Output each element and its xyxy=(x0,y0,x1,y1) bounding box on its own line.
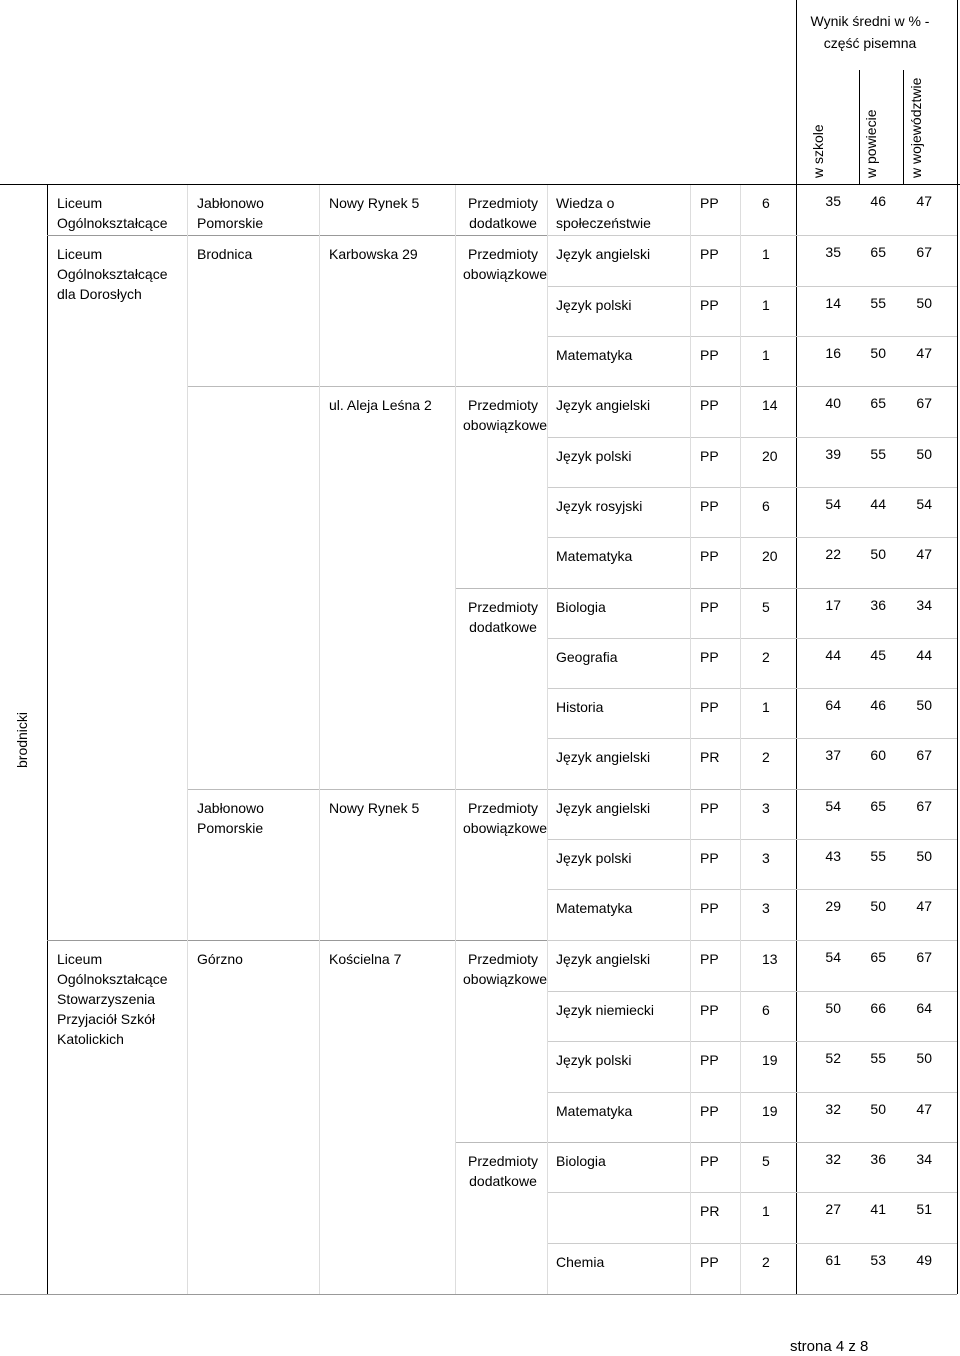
subject-name xyxy=(556,395,650,415)
district-avg: 36 xyxy=(870,597,886,613)
subject-name xyxy=(556,295,631,315)
subject-name xyxy=(556,193,651,231)
grid-hline xyxy=(547,688,957,689)
student-count: 6 xyxy=(762,1002,770,1018)
subject-name xyxy=(556,747,650,767)
school-avg: 22 xyxy=(825,546,841,562)
student-count: 14 xyxy=(762,397,778,413)
subject-name xyxy=(556,1050,631,1070)
grid-hline xyxy=(547,991,957,992)
subject-name xyxy=(556,597,606,617)
subject-group-line: obowiązkowe xyxy=(463,971,548,987)
header-title xyxy=(800,10,940,54)
school-name-line: Liceum xyxy=(57,951,103,967)
district-avg: 53 xyxy=(870,1252,886,1268)
voiv-avg: 44 xyxy=(916,647,932,663)
grid-col-border xyxy=(740,185,741,1294)
subject-name-line: Geografia xyxy=(556,649,618,665)
col-header-school: w szkole xyxy=(810,124,826,178)
grid-hline xyxy=(547,1192,957,1193)
school-avg: 32 xyxy=(825,1151,841,1167)
subject-group xyxy=(463,193,543,231)
school-name xyxy=(57,244,168,304)
school-name xyxy=(57,193,168,231)
grid-hline xyxy=(547,537,957,538)
grid-hline xyxy=(547,437,957,438)
grid-vline xyxy=(859,70,860,185)
subject-name-line: Chemia xyxy=(556,1254,605,1270)
exam-level: PP xyxy=(700,246,719,262)
student-count: 2 xyxy=(762,1254,770,1270)
district-avg: 46 xyxy=(870,697,886,713)
school-name-line: Ogólnokształcące xyxy=(57,971,168,987)
student-count: 3 xyxy=(762,900,770,916)
subject-name xyxy=(556,1151,606,1171)
subject-group-line: obowiązkowe xyxy=(463,417,548,433)
district-avg: 65 xyxy=(870,395,886,411)
grid-hline xyxy=(547,738,957,739)
grid-hline xyxy=(547,1243,957,1244)
exam-level: PP xyxy=(700,1002,719,1018)
district-avg: 60 xyxy=(870,747,886,763)
school-name-line: Liceum xyxy=(57,246,103,262)
district-avg: 44 xyxy=(870,496,886,512)
subject-group xyxy=(463,798,548,838)
school-avg: 61 xyxy=(825,1252,841,1268)
student-count: 1 xyxy=(762,347,770,363)
school-avg: 54 xyxy=(825,798,841,814)
town-name xyxy=(197,949,243,969)
subject-name-line: Język angielski xyxy=(556,749,651,765)
exam-level: PP xyxy=(700,195,719,211)
school-avg: 27 xyxy=(825,1201,841,1217)
voiv-avg: 51 xyxy=(916,1201,932,1217)
voiv-avg: 67 xyxy=(916,244,932,260)
subject-name-line: Wiedza o xyxy=(556,195,615,211)
student-count: 6 xyxy=(762,498,770,514)
exam-level: PP xyxy=(700,1254,719,1270)
voiv-avg: 49 xyxy=(916,1252,932,1268)
grid-col-border xyxy=(455,185,456,1294)
subject-name xyxy=(556,1101,632,1121)
town-name xyxy=(197,244,252,264)
subject-name-line: Matematyka xyxy=(556,548,633,564)
town-name-line: Jabłonowo xyxy=(197,195,264,211)
subject-name-line: Język rosyjski xyxy=(556,498,643,514)
school-avg: 32 xyxy=(825,1101,841,1117)
subject-name xyxy=(556,546,632,566)
grid-vline xyxy=(903,70,904,185)
subject-name xyxy=(556,647,617,667)
grid-hline xyxy=(547,940,957,941)
subject-group xyxy=(463,949,548,989)
student-count: 1 xyxy=(762,699,770,715)
subject-name xyxy=(556,848,631,868)
exam-level: PP xyxy=(700,649,719,665)
grid-col-border xyxy=(187,185,188,1294)
town-name xyxy=(197,798,264,838)
subject-name xyxy=(556,345,632,365)
subject-name-line: Matematyka xyxy=(556,900,633,916)
grid-hline xyxy=(547,336,957,337)
voiv-avg: 47 xyxy=(916,345,932,361)
district-avg: 55 xyxy=(870,446,886,462)
subject-name-line: Matematyka xyxy=(556,347,633,363)
street-address: Kościelna 7 xyxy=(329,951,402,967)
school-name-line: Ogólnokształcące xyxy=(57,215,168,231)
subject-group xyxy=(463,395,548,435)
voiv-avg: 50 xyxy=(916,295,932,311)
exam-level: PP xyxy=(700,599,719,615)
subject-group-line: Przedmioty xyxy=(467,800,539,816)
district-avg: 45 xyxy=(870,647,886,663)
school-avg: 29 xyxy=(825,898,841,914)
subject-group-line: Przedmioty xyxy=(467,195,539,211)
grid-col-border xyxy=(547,185,548,1294)
district-avg: 65 xyxy=(870,798,886,814)
school-avg: 14 xyxy=(825,295,841,311)
subject-name xyxy=(556,949,650,969)
voiv-avg: 47 xyxy=(916,193,932,209)
exam-level: PP xyxy=(700,951,719,967)
district-avg: 50 xyxy=(870,546,886,562)
exam-level: PP xyxy=(700,850,719,866)
grid-hline xyxy=(455,588,957,589)
voiv-avg: 50 xyxy=(916,1050,932,1066)
voiv-avg: 50 xyxy=(916,848,932,864)
voiv-avg: 67 xyxy=(916,395,932,411)
exam-level: PP xyxy=(700,448,719,464)
subject-group-line: Przedmioty xyxy=(467,246,539,262)
header-title-line1: Wynik średni w % - xyxy=(810,13,930,29)
school-avg: 39 xyxy=(825,446,841,462)
exam-level: PP xyxy=(700,900,719,916)
voiv-avg: 34 xyxy=(916,597,932,613)
student-count: 19 xyxy=(762,1052,778,1068)
grid-vline xyxy=(796,0,797,1294)
exam-level: PP xyxy=(700,548,719,564)
student-count: 1 xyxy=(762,246,770,262)
student-count: 20 xyxy=(762,548,778,564)
grid-hline xyxy=(455,1142,957,1143)
school-name-line: Przyjaciół Szkół xyxy=(57,1011,156,1027)
school-name-line: dla Dorosłych xyxy=(57,286,142,302)
student-count: 5 xyxy=(762,599,770,615)
school-avg: 16 xyxy=(825,345,841,361)
school-avg: 54 xyxy=(825,949,841,965)
street-address: Karbowska 29 xyxy=(329,246,418,262)
subject-name xyxy=(556,697,603,717)
exam-level: PP xyxy=(700,1153,719,1169)
page-footer: strona 4 z 8 xyxy=(790,1338,869,1355)
district-avg: 65 xyxy=(870,244,886,260)
voiv-avg: 50 xyxy=(916,697,932,713)
school-name xyxy=(57,949,168,1049)
street-address: ul. Aleja Leśna 2 xyxy=(329,397,432,413)
school-avg: 50 xyxy=(825,1000,841,1016)
exam-level: PP xyxy=(700,1103,719,1119)
school-avg: 35 xyxy=(825,193,841,209)
district-avg: 50 xyxy=(870,345,886,361)
county-label: brodnicki xyxy=(14,711,30,768)
grid-hline xyxy=(187,789,957,790)
town-name xyxy=(197,193,264,231)
school-name-line: Liceum xyxy=(57,195,103,211)
voiv-avg: 50 xyxy=(916,446,932,462)
town-name-line: Jabłonowo xyxy=(197,800,264,816)
exam-level: PR xyxy=(700,749,720,765)
school-name-line: Stowarzyszenia xyxy=(57,991,156,1007)
col-header-district: w powiecie xyxy=(863,109,879,178)
subject-group-line: dodatkowe xyxy=(469,619,537,635)
grid-hline xyxy=(547,1041,957,1042)
subject-group-line: dodatkowe xyxy=(469,215,537,231)
subject-name xyxy=(556,244,650,264)
student-count: 13 xyxy=(762,951,778,967)
subject-group xyxy=(463,597,543,637)
district-avg: 50 xyxy=(870,898,886,914)
subject-group-line: Przedmioty xyxy=(467,951,539,967)
subject-group-line: obowiązkowe xyxy=(463,820,548,836)
grid-hline xyxy=(187,386,957,387)
town-name-line: Górzno xyxy=(197,951,243,967)
grid-hline xyxy=(547,638,957,639)
grid-col-border xyxy=(690,185,691,1294)
grid-col-border xyxy=(319,185,320,1294)
district-avg: 55 xyxy=(870,848,886,864)
subject-name xyxy=(556,1252,604,1272)
district-avg: 55 xyxy=(870,295,886,311)
subject-group-line: Przedmioty xyxy=(467,1153,539,1169)
district-avg: 36 xyxy=(870,1151,886,1167)
school-avg: 52 xyxy=(825,1050,841,1066)
exam-level: PP xyxy=(700,699,719,715)
subject-name-line: Język polski xyxy=(556,850,632,866)
voiv-avg: 67 xyxy=(916,747,932,763)
town-name-line: Pomorskie xyxy=(197,215,264,231)
exam-level: PP xyxy=(700,800,719,816)
street-address: Nowy Rynek 5 xyxy=(329,800,420,816)
subject-group xyxy=(463,244,548,284)
grid-hline xyxy=(547,1092,957,1093)
student-count: 5 xyxy=(762,1153,770,1169)
school-avg: 37 xyxy=(825,747,841,763)
subject-name xyxy=(556,1000,654,1020)
student-count: 20 xyxy=(762,448,778,464)
student-count: 3 xyxy=(762,850,770,866)
district-avg: 65 xyxy=(870,949,886,965)
student-count: 2 xyxy=(762,749,770,765)
student-count: 3 xyxy=(762,800,770,816)
school-avg: 64 xyxy=(825,697,841,713)
grid-hline xyxy=(547,889,957,890)
grid-hline xyxy=(547,839,957,840)
school-avg: 40 xyxy=(825,395,841,411)
subject-name xyxy=(556,496,642,516)
school-avg: 17 xyxy=(825,597,841,613)
subject-name-line: Język polski xyxy=(556,297,632,313)
exam-level: PP xyxy=(700,498,719,514)
voiv-avg: 67 xyxy=(916,798,932,814)
subject-name-line: Język angielski xyxy=(556,951,651,967)
subject-name-line: Historia xyxy=(556,699,604,715)
voiv-avg: 34 xyxy=(916,1151,932,1167)
student-count: 6 xyxy=(762,195,770,211)
subject-name-line: Język angielski xyxy=(556,800,651,816)
school-avg: 54 xyxy=(825,496,841,512)
subject-group-line: Przedmioty xyxy=(467,397,539,413)
voiv-avg: 54 xyxy=(916,496,932,512)
subject-name-line: Język niemiecki xyxy=(556,1002,655,1018)
district-avg: 66 xyxy=(870,1000,886,1016)
voiv-avg: 64 xyxy=(916,1000,932,1016)
student-count: 1 xyxy=(762,297,770,313)
district-avg: 50 xyxy=(870,1101,886,1117)
school-avg: 44 xyxy=(825,647,841,663)
subject-name-line: Biologia xyxy=(556,1153,606,1169)
exam-level: PP xyxy=(700,347,719,363)
subject-name-line: Biologia xyxy=(556,599,606,615)
student-count: 19 xyxy=(762,1103,778,1119)
grid-vline xyxy=(957,0,958,1294)
exam-level: PP xyxy=(700,297,719,313)
town-name-line: Pomorskie xyxy=(197,820,264,836)
subject-name xyxy=(556,898,632,918)
subject-name xyxy=(556,798,650,818)
voiv-avg: 47 xyxy=(916,1101,932,1117)
grid-hline xyxy=(547,286,957,287)
school-name-line: Katolickich xyxy=(57,1031,124,1047)
town-name-line: Brodnica xyxy=(197,246,253,262)
subject-name-line: Język polski xyxy=(556,1052,632,1068)
header-title-line2: część pisemna xyxy=(823,35,917,51)
grid-vline xyxy=(47,185,48,1294)
exam-level: PR xyxy=(700,1203,720,1219)
voiv-avg: 67 xyxy=(916,949,932,965)
school-avg: 43 xyxy=(825,848,841,864)
subject-name-line: Język polski xyxy=(556,448,632,464)
school-avg: 35 xyxy=(825,244,841,260)
student-count: 1 xyxy=(762,1203,770,1219)
subject-group-line: obowiązkowe xyxy=(463,266,548,282)
grid-hline xyxy=(547,487,957,488)
subject-name-line: Język angielski xyxy=(556,246,651,262)
subject-name xyxy=(556,446,631,466)
grid-hline xyxy=(0,184,960,185)
district-avg: 41 xyxy=(870,1201,886,1217)
subject-group-line: dodatkowe xyxy=(469,1173,537,1189)
street-address: Nowy Rynek 5 xyxy=(329,195,420,211)
subject-group xyxy=(463,1151,543,1191)
voiv-avg: 47 xyxy=(916,898,932,914)
subject-name-line: społeczeństwie xyxy=(556,215,651,231)
exam-level: PP xyxy=(700,397,719,413)
district-avg: 55 xyxy=(870,1050,886,1066)
grid-hline xyxy=(0,1294,957,1295)
exam-level: PP xyxy=(700,1052,719,1068)
col-header-voivodeship: w województwie xyxy=(908,77,924,178)
district-avg: 46 xyxy=(870,193,886,209)
school-name-line: Ogólnokształcące xyxy=(57,266,168,282)
subject-group-line: Przedmioty xyxy=(467,599,539,615)
subject-name-line: Matematyka xyxy=(556,1103,633,1119)
voiv-avg: 47 xyxy=(916,546,932,562)
grid-hline xyxy=(547,235,957,236)
subject-name-line: Język angielski xyxy=(556,397,651,413)
student-count: 2 xyxy=(762,649,770,665)
